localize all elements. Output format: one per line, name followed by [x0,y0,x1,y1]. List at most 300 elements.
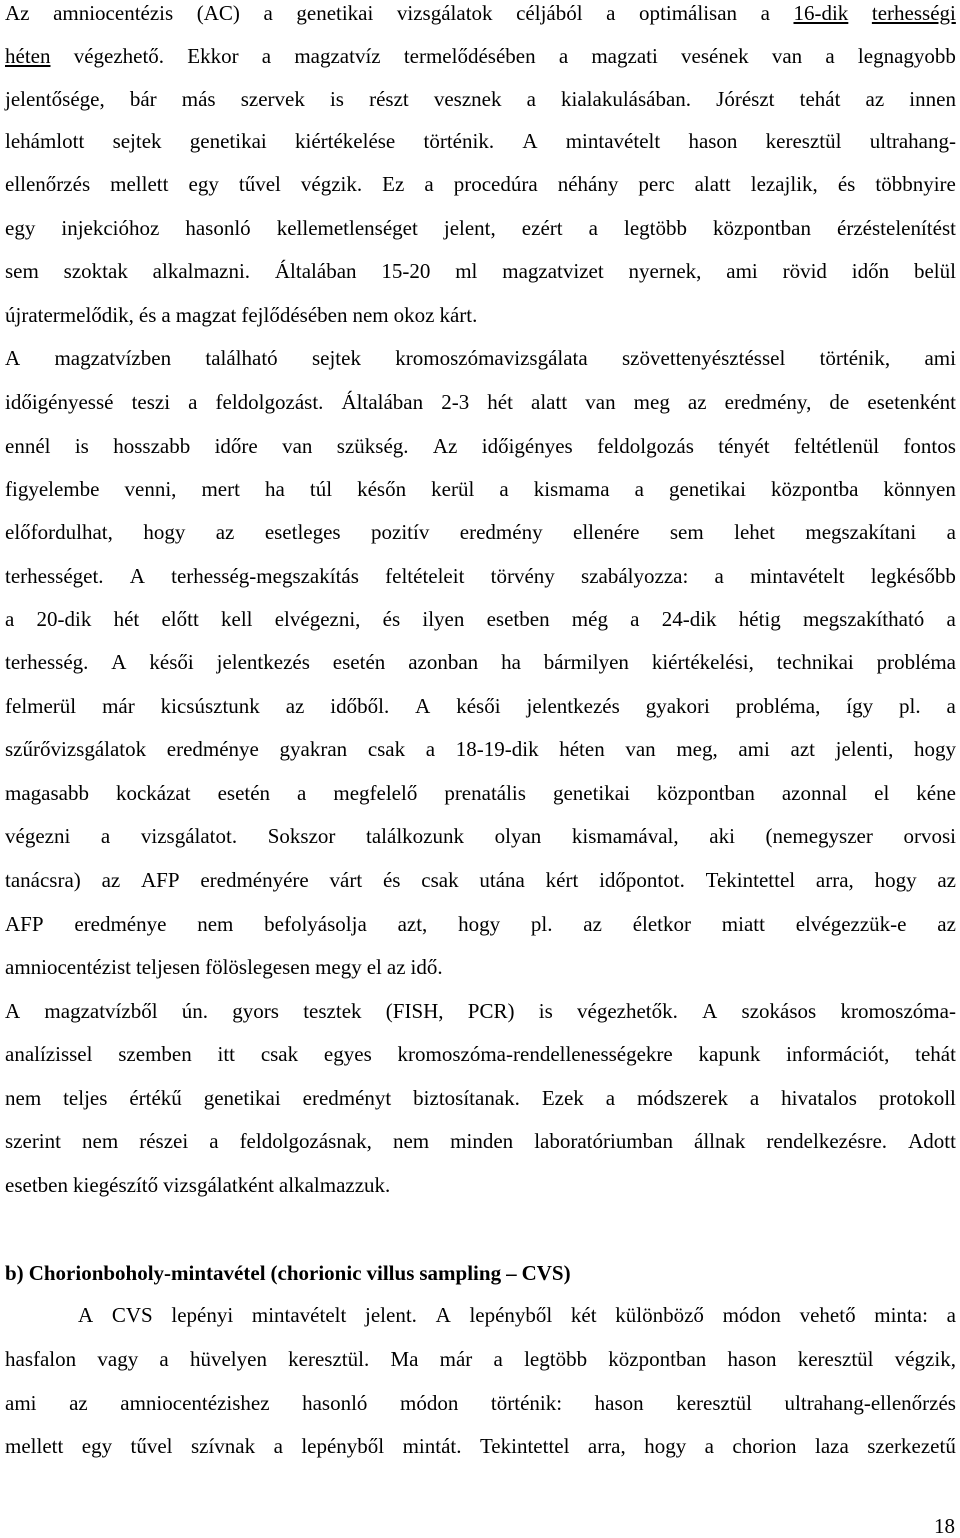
word: újratermelődik, [5,303,134,327]
word: ezért [521,216,563,240]
text-line [78,1302,956,1328]
word: genetikai [552,781,630,805]
word: hogy [874,868,917,892]
word: megszakítani [805,520,917,544]
word: probléma [876,650,956,674]
word: központban [713,216,811,240]
word: aki [709,824,735,848]
word: egy [188,172,219,196]
word: ultrahang- [869,129,956,153]
word: lezajlik, [750,172,818,196]
word: hétig [738,607,781,631]
word: prenatális [444,781,526,805]
word: kiértékelése [294,129,396,153]
word: történik: [490,1391,563,1415]
word: alatt [531,390,568,414]
text-line [5,1346,956,1372]
word: 18-19-dik [455,737,539,761]
word: genetikai [668,477,746,501]
word: csak [421,868,459,892]
word: magasabb [5,781,89,805]
word: és [382,868,401,892]
word: részt [369,87,409,111]
word: szerkezetű [867,1434,956,1458]
word: szerint [5,1129,61,1153]
word: hogy [914,737,956,761]
text-line [5,345,956,371]
word: nem [197,912,234,936]
word: kárt. [439,303,478,327]
word: vesének [681,44,749,68]
word: hogy [458,912,501,936]
word: esetén [332,650,386,674]
word: tehát [799,87,841,111]
word: hét [487,390,513,414]
word: kismamával, [571,824,679,848]
word: és [382,607,401,631]
word: b) [5,1261,24,1285]
word: A [111,650,127,674]
word: sejtek [311,346,361,370]
word: módon [722,1303,781,1327]
word: már [102,694,135,718]
word: a [760,1,770,25]
word: a [634,477,644,501]
word: időből. [330,694,390,718]
word: ultrahang-ellenőrzés [784,1391,956,1415]
word: Ma [390,1347,419,1371]
page-number: 18 [934,1514,955,1538]
section-heading [5,1260,956,1286]
word: innen [909,87,956,111]
word: miatt [721,912,765,936]
word: elvégezzük-e [795,912,907,936]
text-line [5,1433,956,1459]
word: így [846,694,874,718]
word: ellenőrzés [5,172,91,196]
word: szervek [240,87,305,111]
word: végezhető. [73,44,165,68]
text-line [5,867,956,893]
word: gyakori [645,694,710,718]
word: a [588,216,598,240]
word: információt, [786,1042,890,1066]
word: várt [329,868,363,892]
word: tényét [718,434,770,458]
word: nyernek, [628,259,702,283]
word: egyes [323,1042,372,1066]
word: törvény [490,564,555,588]
word: utána [479,868,525,892]
text-line [5,258,956,284]
word: késői [149,650,194,674]
text-line [5,86,956,112]
word: gyors [232,999,279,1023]
word: nem [392,1129,430,1153]
word: sejtek [112,129,162,153]
word: feldolgozásnak, [239,1129,372,1153]
word: genetikai [203,1086,281,1110]
word: meg [633,390,670,414]
word: laboratóriumban [534,1129,673,1153]
word: héten [5,44,51,68]
word: is [538,999,553,1023]
word: még [571,607,608,631]
word: terhességi [871,1,956,25]
word: legtöbb [623,216,687,240]
word: található [205,346,278,370]
word: arra, [815,868,854,892]
word: jelent, [443,216,496,240]
word: szükség. [336,434,409,458]
word: Sokszor [267,824,336,848]
word: életkor [632,912,691,936]
word: végezni [5,824,71,848]
word: Chorionboholy-mintavétel [28,1261,266,1285]
word: jelentősége, [5,87,105,111]
word: megfelelő [333,781,418,805]
word: perc [638,172,675,196]
word: hason [688,129,738,153]
text-line [5,389,956,415]
word: a [946,694,956,718]
word: feltétlenül [793,434,880,458]
word: részei [139,1129,189,1153]
word: ami [738,737,770,761]
word: mellett [110,172,169,196]
text-line [5,0,956,26]
word: minta: [874,1303,928,1327]
word: biztosítanak. [413,1086,520,1110]
word: a [704,1434,714,1458]
word: keresztül [765,129,842,153]
word: hivatalos [781,1086,857,1110]
word: bár [129,87,157,111]
word: héten [559,737,605,761]
word: a [630,607,640,631]
word: idő. [410,955,443,979]
word: alkalmazni. [152,259,251,283]
word: hüvelyen [189,1347,267,1371]
word: szoktak [63,259,128,283]
word: kéne [916,781,956,805]
word: feltételeit [385,564,465,588]
word: jelenti, [835,737,894,761]
word: analízissel [5,1042,93,1066]
word: az [69,1391,88,1415]
word: injekcióhoz [61,216,160,240]
word: érzéstelenítést [837,216,956,240]
word: csak [367,737,406,761]
word: terhesség. [5,650,89,674]
word: sem [5,259,39,283]
word: feldolgozás [597,434,694,458]
word: 16-dik [793,1,849,25]
word: genetikai [296,1,374,25]
word: (FISH, [385,999,444,1023]
word: okoz [393,303,435,327]
text-line [5,215,956,241]
word: teljesen [135,955,201,979]
word: és [138,303,157,327]
word: lehet [734,520,775,544]
word: magzat [175,303,237,327]
word: a [161,303,171,327]
word: teszi [131,390,171,414]
word: a [499,477,509,501]
word: állnak [694,1129,746,1153]
word: felmerül [5,694,77,718]
word: eredmény, [724,390,812,414]
text-line [5,998,956,1024]
word: elvégezni, [274,607,361,631]
word: kellemetlenséget [276,216,418,240]
word: teljes [63,1086,108,1110]
text-line [5,1128,956,1154]
word: ha [501,650,521,674]
word: lepényből [469,1303,553,1327]
word: kialakulásában. [561,87,692,111]
word: orvosi [903,824,956,848]
word: az [687,390,707,414]
word: van [771,44,803,68]
word: nem [352,303,389,327]
word: ami [5,1391,37,1415]
word: az [937,868,956,892]
word: gyakran [279,737,348,761]
word: mert [201,477,240,501]
word: A [129,564,145,588]
word: vizsgálatok [396,1,493,25]
word: a [558,44,569,68]
text-line [5,606,956,632]
word: hogy [644,1434,687,1458]
word: végezhetők. [577,999,678,1023]
word: kért [545,868,579,892]
word: azt, [397,912,428,936]
text-line [5,433,956,459]
word: Tekintettel [479,1434,570,1458]
word: van [625,737,656,761]
word: sampling [419,1261,502,1285]
word: a [100,824,111,848]
word: többnyire [875,172,956,196]
word: rendelkezésre. [766,1129,888,1153]
word: időn [851,259,890,283]
word: két [570,1303,597,1327]
word: alkalmazzuk. [278,1173,391,1197]
word: tűvel [238,172,281,196]
word: kiértékelési, [651,650,754,674]
word: 20-dik [36,607,92,631]
word: az [865,87,885,111]
word: néhány [557,172,619,196]
word: mintavételt [750,564,845,588]
word: eredményt [302,1086,392,1110]
word: de [829,390,850,414]
word: lepényi [171,1303,234,1327]
word: a [825,44,835,68]
word: villus [366,1261,415,1285]
word: esetben [486,607,550,631]
word: kerül [431,477,475,501]
word: ml [455,259,478,283]
word: el [366,955,382,979]
word: tehát [915,1042,956,1066]
text-line [5,128,956,154]
word: A [78,1303,94,1327]
text-line [5,1390,956,1416]
word: hét [113,607,140,631]
word: Az [5,1,30,25]
word: azonban [408,650,479,674]
text-line [5,823,956,849]
word: meg, [676,737,718,761]
word: a [526,87,536,111]
word: nem [82,1129,119,1153]
word: Adott [908,1129,956,1153]
word: már [439,1347,473,1371]
word: esetenként [867,390,956,414]
word: protokoll [878,1086,956,1110]
word: – [506,1261,517,1285]
text-line [5,911,956,937]
word: Ez [382,172,405,196]
word: azonnal [781,781,848,805]
word: kell [221,607,253,631]
word: jelent. [365,1303,417,1327]
word: késői [456,694,501,718]
word: bármilyen [543,650,629,674]
word: az [101,868,121,892]
word: A [5,999,21,1023]
word: eredménye [74,912,167,936]
word: szövettenyésztéssel [622,346,786,370]
word: AFP [5,912,44,936]
word: hasfalon [5,1347,77,1371]
word: 15-20 [381,259,431,283]
word: keresztül. [288,1347,370,1371]
word: jelentkezés [526,694,620,718]
word: mintavételt [565,129,661,153]
word: chorion [732,1434,797,1458]
word: mintát. [402,1434,462,1458]
word: vizsgálatot. [140,824,238,848]
word: történik. [423,129,495,153]
word: Ekkor [187,44,239,68]
word: A [415,694,431,718]
word: központba [770,477,859,501]
word: ha [265,477,285,501]
word: CVS [111,1303,153,1327]
word: is [74,434,89,458]
word: el [874,781,890,805]
word: magzatvizet [502,259,604,283]
word: az [386,955,406,979]
word: amniocentézishez [120,1391,270,1415]
text-line [5,43,956,69]
word: módszerek [636,1086,728,1110]
word: könnyen [883,477,956,501]
text-line [5,780,956,806]
word: Ezek [541,1086,584,1110]
text-line [5,171,956,197]
word: optimálisan [639,1,738,25]
text-line [5,1172,956,1198]
word: genetikai [189,129,267,153]
word: időre [214,434,258,458]
word: Jórészt [716,87,775,111]
word: szokásos [741,999,817,1023]
text-line [5,302,956,328]
word: jelentkezés [216,650,310,674]
word: probléma, [735,694,821,718]
word: vagy [97,1347,139,1371]
word: a [749,1086,760,1110]
word: itt [217,1042,236,1066]
word: találkozunk [366,824,464,848]
word: magzatvízből [44,999,158,1023]
word: legtöbb [524,1347,588,1371]
word: eredménye [166,737,259,761]
word: tesztek [303,999,362,1023]
word: amniocentézis [53,1,174,25]
word: vizsgálatként [163,1173,274,1197]
word: a [263,1,273,25]
word: kicsúsztunk [160,694,260,718]
word: A [435,1303,451,1327]
word: vesznek [433,87,502,111]
word: lehámlott [5,129,85,153]
word: 2-3 [441,390,470,414]
word: mellett [5,1434,64,1458]
word: hosszabb [113,434,191,458]
word: történik, [819,346,891,370]
word: szabályozza: [581,564,689,588]
word: tanácsra) [5,868,81,892]
word: terhesség-megszakítás [171,564,359,588]
word: a [5,607,15,631]
word: befolyásolja [264,912,367,936]
word: értékű [129,1086,182,1110]
word: az [215,520,235,544]
word: amniocentézist [5,955,131,979]
word: különböző [615,1303,704,1327]
word: a [946,520,956,544]
word: van [282,434,313,458]
word: az [285,694,305,718]
word: A [702,999,718,1023]
word: termelődésében [403,44,536,68]
word: és [837,172,856,196]
word: (chorionic [270,1261,362,1285]
text-line [5,476,956,502]
word: PCR) [467,999,515,1023]
word: kockázat [115,781,191,805]
word: venni, [124,477,177,501]
word: esetén [217,781,271,805]
word: előfordulhat, [5,520,113,544]
word: megszakítható [802,607,925,631]
word: későn [357,477,407,501]
word: AFP [141,868,180,892]
word: (nemegyszer [765,824,873,848]
text-line [5,1041,956,1067]
word: kromoszóma-rendellenességekre [397,1042,673,1066]
text-line [5,736,956,762]
word: A [5,346,21,370]
word: pl. [530,912,553,936]
